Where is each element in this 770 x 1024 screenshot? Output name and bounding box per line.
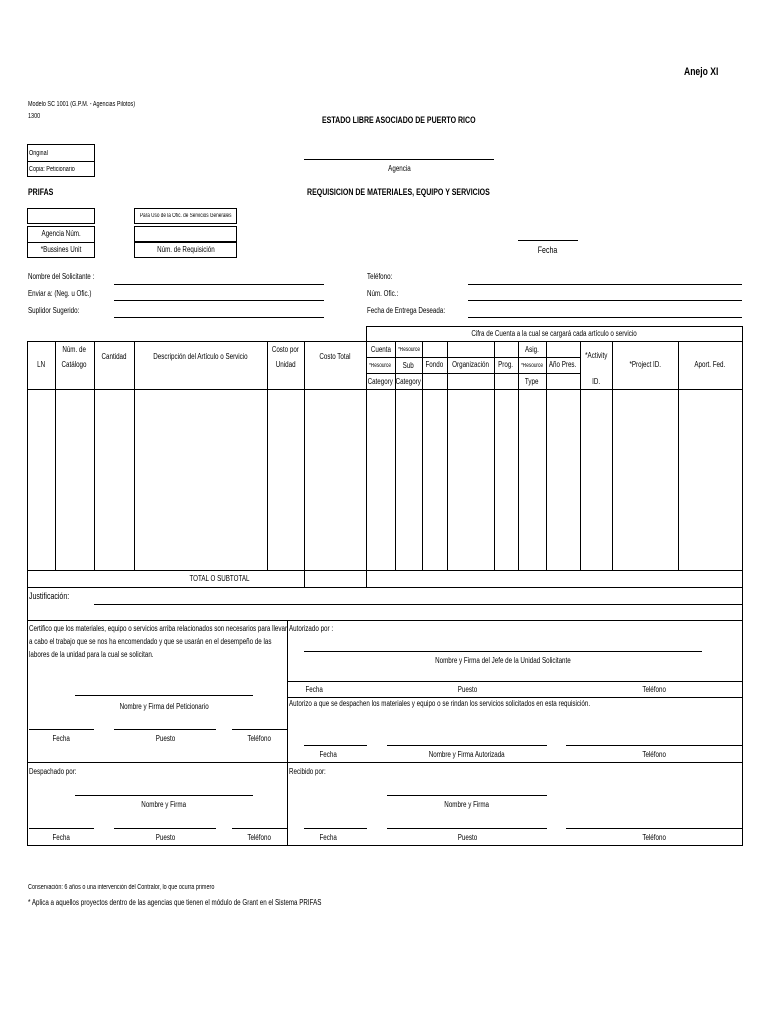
col-resource-sub: *Resource bbox=[397, 346, 420, 353]
cifra-header: Cifra de Cuenta a la cual se cargará cada artículo o servicio bbox=[471, 329, 637, 338]
auth2-nombre-line[interactable] bbox=[387, 745, 547, 746]
received-puesto-line[interactable] bbox=[387, 828, 547, 829]
received-signature-label: Nombre y Firma bbox=[444, 800, 490, 809]
recibido-por-label: Recibido por: bbox=[289, 767, 326, 776]
peticionario-signature-label: Nombre y Firma del Peticionario bbox=[119, 702, 209, 711]
auth-fecha-label: Fecha bbox=[305, 685, 323, 694]
auth2-nombre-label: Nombre y Firma Autorizada bbox=[429, 750, 505, 759]
jefe-signature-line[interactable] bbox=[304, 651, 702, 652]
auth2-telefono-label: Teléfono bbox=[642, 750, 667, 759]
col-project-id: *Project ID. bbox=[629, 360, 661, 369]
agencia-num-label: Agencia Núm. bbox=[41, 229, 81, 238]
col-aport-fed: Aport. Fed. bbox=[694, 360, 726, 369]
form-code: 1300 bbox=[28, 113, 41, 120]
col-num-catalogo: Núm. de bbox=[62, 344, 87, 354]
cert-line-2: a cabo el trabajo que se nos ha encomendado y que se usarán en el desempeño de las bbox=[29, 637, 272, 646]
received-fecha-line[interactable] bbox=[304, 828, 367, 829]
col-organizacion: Organización bbox=[452, 360, 489, 369]
telefono-field[interactable] bbox=[468, 284, 742, 285]
peticionario-signature-line[interactable] bbox=[75, 695, 253, 696]
auth2-telefono-line[interactable] bbox=[566, 745, 742, 746]
auth2-fecha-line[interactable] bbox=[304, 745, 367, 746]
dispatch-telefono-label: Teléfono bbox=[247, 833, 272, 842]
estado-title: ESTADO LIBRE ASOCIADO DE PUERTO RICO bbox=[322, 115, 476, 125]
modelo-label: Modelo SC 1001 (G.P.M. - Agencias Pilotos) bbox=[28, 101, 136, 108]
suplidor-label: Suplidor Sugerido: bbox=[28, 306, 80, 315]
dispatch-signature-line[interactable] bbox=[75, 795, 253, 796]
total-subtotal-label: TOTAL O SUBTOTAL bbox=[189, 574, 249, 583]
auth-telefono-label: Teléfono bbox=[642, 685, 667, 694]
auth-puesto-label: Puesto bbox=[457, 685, 477, 694]
uso-ofic-label: Para Uso de la Ofic. de Servicios Generales bbox=[139, 213, 232, 219]
dispatch-fecha-line[interactable] bbox=[29, 828, 94, 829]
autorizado-por-label: Autorizado por : bbox=[289, 624, 334, 633]
prifas-label: PRIFAS bbox=[28, 187, 54, 197]
received-puesto-label: Puesto bbox=[457, 833, 477, 842]
suplidor-field[interactable] bbox=[114, 317, 324, 318]
fecha-entrega-field[interactable] bbox=[468, 317, 742, 318]
num-ofic-label: Núm. Ofic.: bbox=[367, 289, 399, 298]
fecha-label: Fecha bbox=[538, 245, 558, 255]
cert-fecha-label: Fecha bbox=[52, 734, 71, 743]
justificacion-field[interactable] bbox=[94, 604, 742, 605]
col-asig: Asig. bbox=[525, 344, 539, 354]
dispatch-puesto-line[interactable] bbox=[114, 828, 216, 829]
nombre-solicitante-label: Nombre del Solicitante : bbox=[28, 272, 95, 281]
col-costo-unidad: Costo por bbox=[271, 344, 300, 354]
received-telefono-label: Teléfono bbox=[642, 833, 667, 842]
telefono-label: Teléfono: bbox=[367, 272, 393, 281]
agencia-label: Agencia bbox=[387, 164, 411, 173]
dispatch-fecha-label: Fecha bbox=[52, 833, 71, 842]
fecha-line bbox=[518, 240, 578, 241]
received-signature-line[interactable] bbox=[387, 795, 547, 796]
form-title: REQUISICION DE MATERIALES, EQUIPO Y SERVICIOS bbox=[307, 187, 490, 197]
col-activity-id: *Activity bbox=[584, 351, 608, 360]
received-fecha-label: Fecha bbox=[319, 833, 337, 842]
dispatch-signature-label: Nombre y Firma bbox=[141, 800, 187, 809]
cert-telefono-line[interactable] bbox=[232, 729, 287, 730]
fecha-entrega-label: Fecha de Entrega Deseada: bbox=[367, 306, 446, 315]
agencia-num-input[interactable] bbox=[27, 208, 95, 224]
enviar-a-label: Enviar a: (Neg. u Ofic.) bbox=[28, 289, 92, 298]
agencia-line bbox=[304, 159, 494, 160]
jefe-signature-label: Nombre y Firma del Jefe de la Unidad Solicitante bbox=[435, 656, 571, 665]
num-requisicion-label: Núm. de Requisición bbox=[156, 245, 215, 254]
despachado-por-label: Despachado por: bbox=[29, 767, 77, 776]
col-fondo: Fondo bbox=[425, 360, 444, 369]
aplica-note: * Aplica a aquellos proyectos dentro de las agencias que tienen el módulo de Grant en el Sistema PRIFAS bbox=[28, 898, 322, 907]
cert-fecha-line[interactable] bbox=[29, 729, 94, 730]
col-ano-pres: Año Pres. bbox=[549, 360, 577, 369]
copia-label: Copia: Peticionario bbox=[29, 166, 75, 173]
dispatch-puesto-label: Puesto bbox=[155, 833, 175, 842]
received-telefono-line[interactable] bbox=[566, 828, 742, 829]
nombre-solicitante-field[interactable] bbox=[114, 284, 324, 285]
auth2-fecha-label: Fecha bbox=[319, 750, 337, 759]
col-cantidad: Cantidad bbox=[101, 352, 127, 361]
anejo-label: Anejo XI bbox=[684, 66, 719, 78]
cert-puesto-label: Puesto bbox=[155, 734, 175, 743]
cert-puesto-line[interactable] bbox=[114, 729, 216, 730]
col-descripcion: Descripción del Artículo o Servicio bbox=[153, 352, 248, 361]
col-cuenta: Cuenta bbox=[370, 344, 391, 354]
num-ofic-field[interactable] bbox=[468, 300, 742, 301]
col-prog: Prog. bbox=[498, 360, 514, 369]
cert-line-1: Certifico que los materiales, equipo o servicios arriba relacionados son necesarios para llevar bbox=[29, 624, 288, 633]
enviar-a-field[interactable] bbox=[114, 300, 324, 301]
original-label: Original bbox=[29, 150, 48, 157]
col-costo-total: Costo Total bbox=[319, 352, 351, 361]
col-ln: LN bbox=[37, 360, 45, 369]
cert-line-3: labores de la unidad para la cual se solicitan. bbox=[29, 650, 154, 659]
bussines-unit-label: *Bussines Unit bbox=[40, 245, 82, 254]
despachen-statement: Autorizo a que se despachen los materiales y equipo o se rindan los servicios solicitados en esta requisición. bbox=[289, 699, 591, 708]
justificacion-label: Justificación: bbox=[29, 591, 70, 601]
conservacion-note: Conservación: 6 años o una intervención del Contralor, lo que ocurra primero bbox=[28, 884, 215, 891]
dispatch-telefono-line[interactable] bbox=[232, 828, 287, 829]
requisicion-input[interactable] bbox=[134, 226, 237, 242]
cert-telefono-label: Teléfono bbox=[247, 734, 272, 743]
